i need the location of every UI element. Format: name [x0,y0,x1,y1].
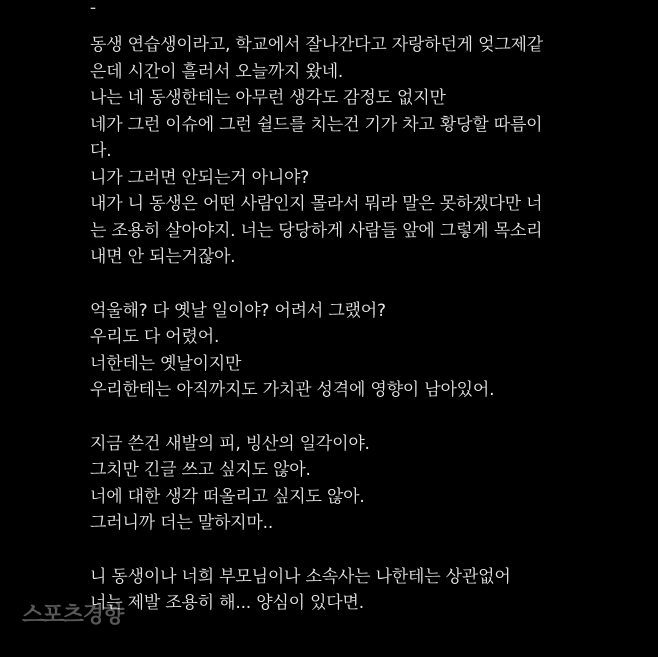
separator-dash: - [90,0,97,18]
paragraph-1 [90,32,650,271]
text-line: 우리도 다 어렸어. [90,327,220,347]
text-line: 니가 그러면 안되는거 아니야? [90,167,310,188]
text-line: 그러니까 더는 말하지마.. [90,513,274,533]
watermark-logo: 스포츠경향 [22,603,124,628]
text-line: 그치만 긴글 쓰고 싶지도 않아. [90,460,311,480]
text-line: 너한테는 옛날이지만 [90,353,242,374]
paragraph-2 [90,298,650,404]
paragraph-4 [90,564,650,617]
post-body [90,0,650,617]
paragraph-3 [90,431,650,537]
text-line: 우리한테는 아직까지도 가치관 성격에 영향이 남아있어. [90,380,495,400]
text-line: 동생 연습생이라고, 학교에서 잘나간다고 자랑하던게 엊그제같 [90,35,543,55]
text-line: 나는 네 동생한테는 아무런 생각도 감정도 없지만 [90,88,446,108]
text-line: 다. [90,141,112,161]
text-line: 지금 쓴건 새발의 피, 빙산의 일각이야. [90,433,370,454]
text-line: 는 조용히 살아야지. 너는 당당하게 사람들 앞에 그렇게 목소리 [90,220,543,241]
text-line: 너에 대한 생각 떠올리고 싶지도 않아. [90,486,365,507]
text-line: 니 동생이나 너희 부모님이나 소속사는 나한테는 상관없어 [90,566,511,587]
text-line: 네가 그런 이슈에 그런 쉴드를 치는건 기가 차고 황당할 따름이 [90,114,543,135]
text-line: 내가 니 동생은 어떤 사람인지 몰라서 뭐라 말은 못하겠다만 너 [90,194,543,214]
text-line: 내면 안 되는거잖아. [90,247,236,267]
text-line: 억울해? 다 옛날 일이야? 어려서 그랬어? [90,300,386,321]
text-line: 은데 시간이 흘러서 오늘까지 왔네. [90,61,344,82]
text-line: 너는 제발 조용히 해... 양심이 있다면. [90,593,364,613]
